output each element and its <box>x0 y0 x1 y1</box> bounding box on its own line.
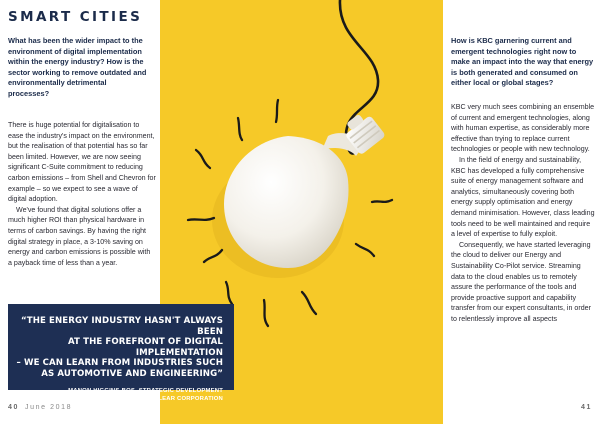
right-body <box>451 102 596 324</box>
quote-attribution: - MANON HIGGINS-BOS, STRATEGIC DEVELOPMENT MANAGER, NATIONAL NUCLEAR CORPORATION <box>64 387 223 402</box>
left-body <box>8 120 156 268</box>
left-paragraph-2: We've found that digital solutions offer a much higher ROI than physical hardware in terms of carbon savings. By having the right digital strategy in place, a 3-10% saving on energy and carbon emissions is possible with a payback time of less than a year. <box>8 205 151 267</box>
footer-left <box>8 404 72 411</box>
left-paragraph-1: There is huge potential for digitalisation to ease the industry's impact on the environment, but the realisation of that potential has so far been limited. However, we are now seeing significant C-Suite commitment to reducing carbon emissions – from Shell and Chevron for example – so we expect to see a wave of digital adoption. <box>8 121 156 204</box>
section-title: SMART CITIES <box>8 9 143 25</box>
quote-text: “THE ENERGY INDUSTRY HASN'T ALWAYS BEEN AT THE FOREFRONT OF DIGITAL IMPLEMENTATION – WE CAN LEARN FROM INDUSTRIES SUCH AS AUTOMOTIVE AND ENGINEERING” <box>16 316 223 379</box>
right-paragraph-3: Consequently, we have started leveraging the cloud to deliver our Energy and Sustainability Co-Pilot service. Streaming data to the cloud enables us to remotely assure the performance of the tools and provide proactive support and capability transfer from our expert consultants, in order to relentlessly improve all aspects <box>451 240 591 323</box>
right-question: How is KBC garnering current and emergent technologies right now to make an impact into the way that energy is both generated and consumed on either local or global stages? <box>451 36 594 88</box>
right-paragraph-2: In the field of energy and sustainability, KBC has developed a fully comprehensive suite of energy management software and analytics, simultaneously covering both energy supply optimisation and energy demand minimisation. However, class leading tools need to be well maintained and require a level of expertise to fully exploit. <box>451 155 595 239</box>
issue-date: June 2018 <box>25 404 73 411</box>
left-page-number: 40 <box>8 404 19 411</box>
pull-quote <box>8 304 234 402</box>
right-page-number: 41 <box>581 404 592 411</box>
left-question: What has been the wider impact to the environment of digital implementation within the energy industry? How is the sector working to remove outdated and environmentally detrimental processes? <box>8 36 147 98</box>
right-paragraph-1: KBC very much sees combining an ensemble of current and emergent technologies, along with human expertise, as considerably more effective than trying to replace current technologies or people with new technology. <box>451 103 595 154</box>
